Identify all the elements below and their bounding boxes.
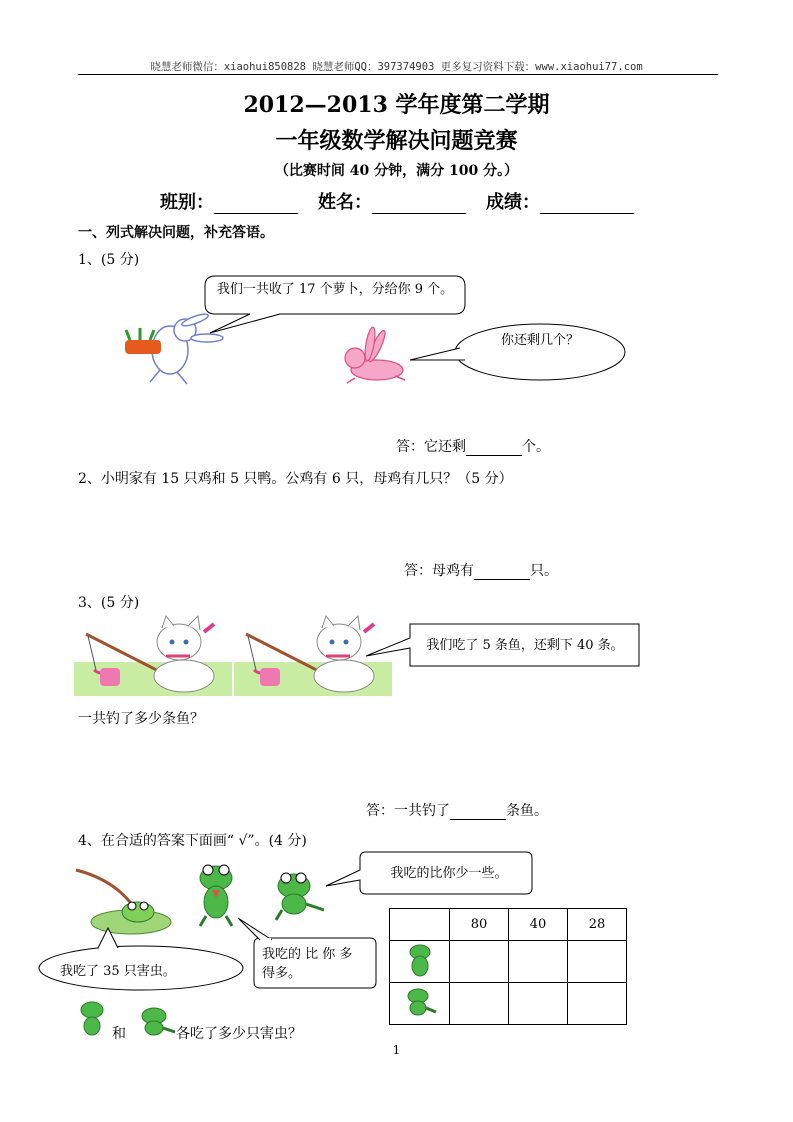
- class-label: 班别：: [160, 192, 214, 213]
- frog-jumping-small-icon: [142, 1008, 175, 1035]
- frog-jumping-row-icon: [390, 983, 450, 1025]
- q1-bubble1-text: 我们一共收了 17 个萝卜，分给你 9 个。: [216, 282, 454, 297]
- page-title-line1: 2012—2013 学年度第二学期: [243, 92, 550, 118]
- answer-cell[interactable]: [568, 941, 627, 983]
- name-field: [318, 188, 466, 214]
- score-blank[interactable]: [540, 195, 634, 214]
- class-field: [160, 188, 298, 214]
- frog-jumping-icon: [276, 873, 324, 920]
- q3-bubble-text: 我们吃了 5 条鱼，还剩下 40 条。: [426, 638, 624, 653]
- answer-cell[interactable]: [509, 941, 568, 983]
- table-header-cell: 40: [509, 909, 568, 941]
- class-blank[interactable]: [214, 195, 298, 214]
- score-field: [486, 188, 634, 214]
- q4-bubble-left-text: 我吃了 35 只害虫。: [60, 964, 176, 979]
- q1-bubble2-text: 你还剩几个？: [500, 333, 579, 348]
- frog-on-leaf-icon: [76, 870, 171, 934]
- score-label: 成绩：: [486, 192, 540, 213]
- table-corner-cell: [390, 909, 450, 941]
- table-header-cell: 28: [568, 909, 627, 941]
- q4-bottom-question: 各吃了多少只害虫？: [176, 1026, 302, 1042]
- table-header-cell: 80: [450, 909, 509, 941]
- cat-fishing-icon: [74, 612, 232, 696]
- q1-label: 1、(5 分): [78, 252, 140, 268]
- table-row: [390, 941, 627, 983]
- q1-answer: 答：它还剩 个。: [396, 439, 550, 455]
- q3-answer-blank[interactable]: [450, 803, 506, 820]
- frog-standing-row-icon: [390, 941, 450, 983]
- cat-fishing-icon-2: [234, 612, 392, 696]
- q3-question: 一共钓了多少条鱼？: [78, 711, 204, 727]
- q2-answer-blank[interactable]: [474, 563, 530, 580]
- page-number: 1: [392, 1043, 401, 1057]
- page-subtitle: （比赛时间 40 分钟，满分 100 分。）: [274, 163, 519, 179]
- table-row: [390, 909, 627, 941]
- frog-standing-small-icon: [81, 1002, 103, 1035]
- rabbit-with-carrots-icon: [125, 312, 223, 384]
- answer-cell[interactable]: [568, 983, 627, 1025]
- page-header: 晓慧老师微信：xiaohui850828 晓慧老师QQ：397374903 更多复习资料下载：www.xiaohui77.com: [150, 61, 643, 73]
- q4-text: 4、在合适的答案下面画“ √”。(4 分): [78, 833, 307, 849]
- header-divider: [78, 74, 718, 75]
- answer-cell[interactable]: [509, 983, 568, 1025]
- answer-cell[interactable]: [450, 983, 509, 1025]
- q2-answer: 答：母鸡有 只。: [404, 563, 558, 579]
- q3-illustration: [74, 612, 642, 698]
- table-row: [390, 983, 627, 1025]
- q3-label: 3、(5 分): [78, 595, 140, 611]
- q1-answer-blank[interactable]: [466, 439, 522, 456]
- page-title-line2: 一年级数学解决问题竞赛: [275, 128, 518, 154]
- answer-cell[interactable]: [450, 941, 509, 983]
- q4-bubble-top-text: 我吃的比你少一些。: [390, 866, 508, 881]
- q3-answer: 答：一共钓了 条鱼。: [366, 803, 548, 819]
- pink-rabbit-icon: [345, 327, 405, 383]
- q4-bottom-and: 和: [112, 1026, 126, 1042]
- frog-standing-icon: [200, 865, 232, 926]
- name-blank[interactable]: [372, 195, 466, 214]
- q2-text: 2、小明家有 15 只鸡和 5 只鸭。公鸡有 6 只，母鸡有几只？（5 分）: [78, 471, 513, 487]
- section-title: 一、列式解决问题，补充答语。: [78, 225, 274, 241]
- q4-bubble-mid-text: 我吃的 比 你 多得多。: [262, 947, 353, 981]
- name-label: 姓名：: [318, 192, 372, 213]
- q4-answer-table: [389, 908, 627, 1025]
